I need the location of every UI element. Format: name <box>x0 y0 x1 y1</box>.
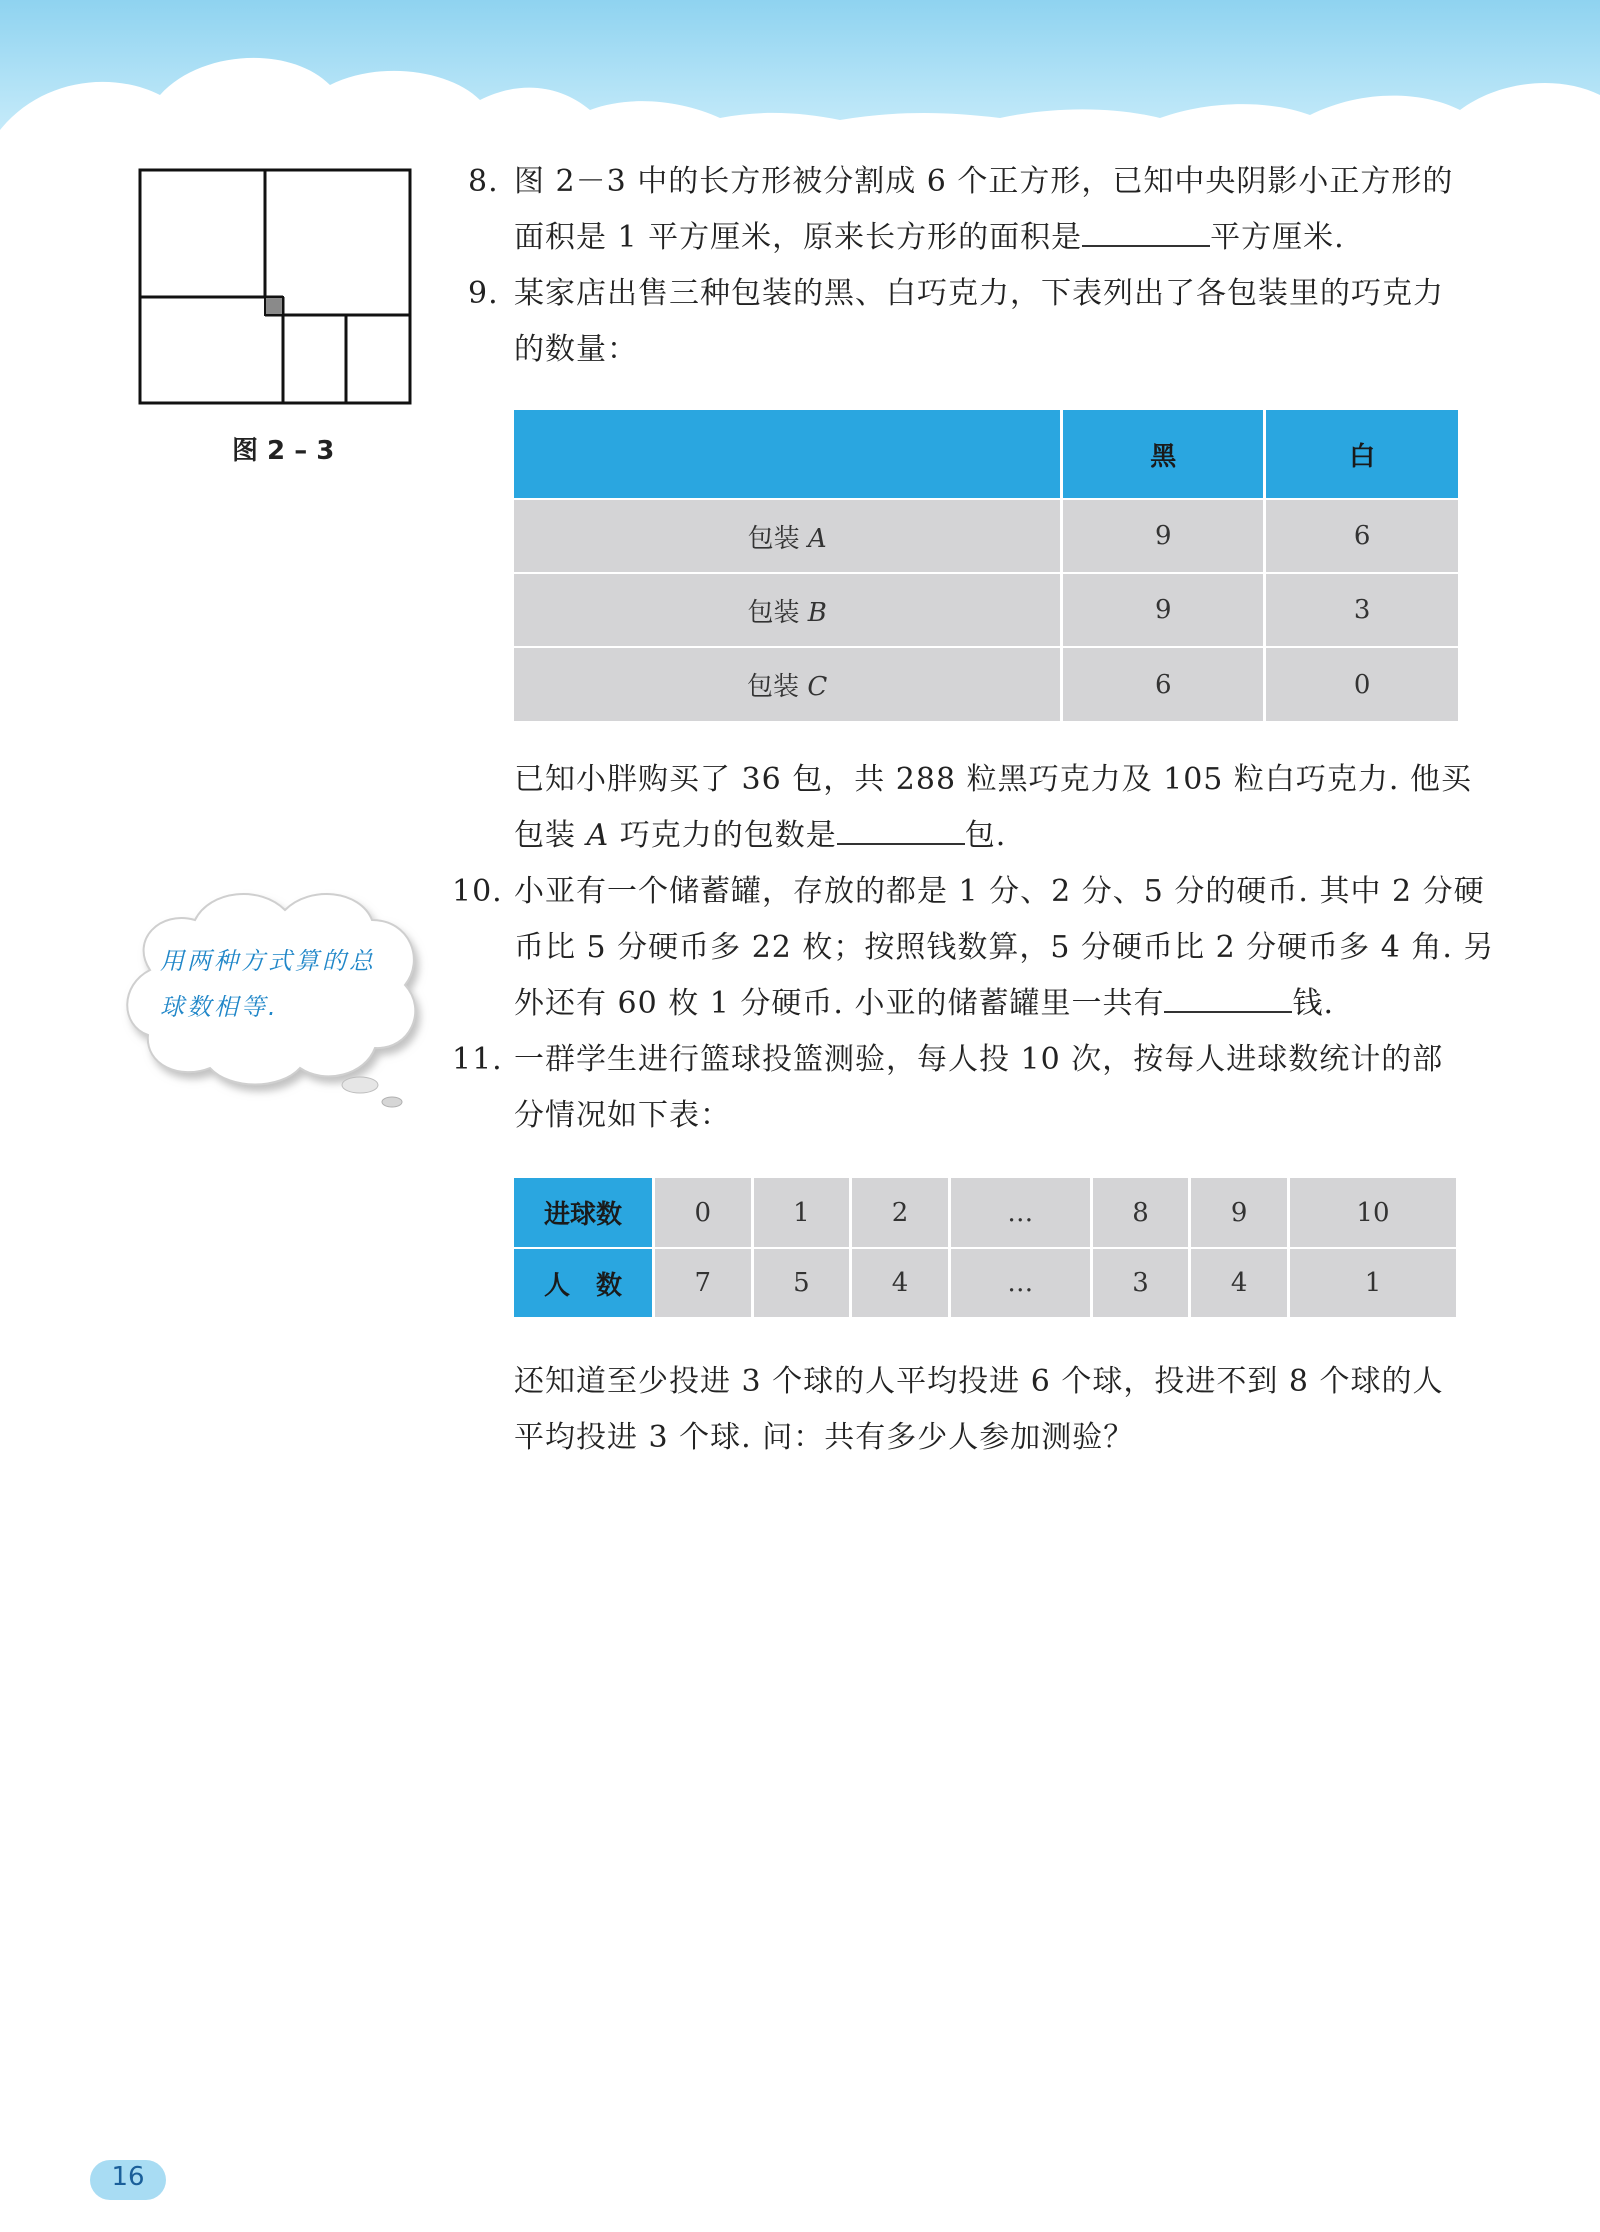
table-cell: … <box>949 1178 1091 1248</box>
table-cell: 9 <box>1062 499 1265 573</box>
question-text-line: 币比 5 分硬币多 22 枚；按照钱数算，5 分硬币比 2 分硬币多 4 角. 另 <box>514 930 1495 965</box>
question-9 <box>468 266 1468 378</box>
figure-rectangle-squares <box>138 168 414 408</box>
table-cell: 0 <box>1265 647 1458 721</box>
question-number: 8. <box>468 164 499 199</box>
answer-blank[interactable] <box>1082 211 1210 247</box>
table-row <box>514 1248 1456 1318</box>
question-8 <box>468 154 1468 266</box>
table-cell: 5 <box>752 1248 851 1318</box>
table-header-cell: 黑 <box>1062 410 1265 499</box>
table-cell: 9 <box>1062 573 1265 647</box>
question-text-line: 平均投进 3 个球. 问：共有多少人参加测验？ <box>514 1420 1135 1455</box>
question-text-line: 的数量： <box>514 332 638 367</box>
table-row-header: 人 数 <box>514 1248 654 1318</box>
table-cell: 0 <box>654 1178 753 1248</box>
question-text-line: 分情况如下表： <box>514 1098 731 1133</box>
basketball-table <box>514 1178 1456 1319</box>
table-cell: 4 <box>851 1248 950 1318</box>
table-cell: 3 <box>1265 573 1458 647</box>
table-cell: 6 <box>1265 499 1458 573</box>
table-cell-label: 包装 B <box>514 573 1062 647</box>
question-text-line: 面积是 1 平方厘米，原来长方形的面积是 平方厘米. <box>514 210 1345 266</box>
table-cell: 8 <box>1091 1178 1190 1248</box>
table-cell: 9 <box>1190 1178 1289 1248</box>
question-text-line: 已知小胖购买了 36 包，共 288 粒黑巧克力及 105 粒白巧克力. 他买 <box>514 762 1472 797</box>
question-number: 9. <box>468 276 499 311</box>
table-cell: 4 <box>1190 1248 1289 1318</box>
table-cell: … <box>949 1248 1091 1318</box>
table-cell: 1 <box>1288 1248 1456 1318</box>
question-text-line: 一群学生进行篮球投篮测验，每人投 10 次，按每人进球数统计的部 <box>514 1042 1444 1077</box>
chocolate-table <box>514 410 1458 721</box>
table-cell-label: 包装 A <box>514 499 1062 573</box>
question-10 <box>452 864 1495 1032</box>
table-cell: 2 <box>851 1178 950 1248</box>
header-sky-band <box>0 0 1600 150</box>
table-row <box>514 499 1458 573</box>
question-text-line: 包装 A 巧克力的包数是 包. <box>514 808 1006 864</box>
question-number: 10. <box>452 874 503 909</box>
answer-blank[interactable] <box>1164 977 1292 1013</box>
table-row <box>514 647 1458 721</box>
table-cell-label: 包装 C <box>514 647 1062 721</box>
answer-blank[interactable] <box>837 809 965 845</box>
table-header-row <box>514 410 1458 499</box>
table-cell: 7 <box>654 1248 753 1318</box>
question-text-line: 还知道至少投进 3 个球的人平均投进 6 个球，投进不到 8 个球的人 <box>514 1364 1444 1399</box>
table-cell: 10 <box>1288 1178 1456 1248</box>
table-row <box>514 573 1458 647</box>
table-header-cell <box>514 410 1062 499</box>
question-text-line: 外还有 60 枚 1 分硬币. 小亚的储蓄罐里一共有 钱. <box>514 976 1334 1032</box>
page-number: 16 <box>111 2162 145 2192</box>
question-number: 11. <box>452 1042 503 1077</box>
question-11 <box>452 1032 1462 1144</box>
table-cell: 1 <box>752 1178 851 1248</box>
question-text-line: 小亚有一个储蓄罐，存放的都是 1 分、2 分、5 分的硬币. 其中 2 分硬 <box>514 874 1485 909</box>
table-row <box>514 1178 1456 1248</box>
table-header-cell: 白 <box>1265 410 1458 499</box>
question-text-line: 某家店出售三种包装的黑、白巧克力，下表列出了各包装里的巧克力 <box>514 276 1444 311</box>
figure-caption: 图 2 – 3 <box>232 436 335 466</box>
shaded-square <box>265 297 283 315</box>
table-cell: 3 <box>1091 1248 1190 1318</box>
table-cell: 6 <box>1062 647 1265 721</box>
table-row-header: 进球数 <box>514 1178 654 1248</box>
question-text-line: 图 2－3 中的长方形被分割成 6 个正方形，已知中央阴影小正方形的 <box>514 164 1454 199</box>
hint-text: 用两种方式算的总 球数相等. <box>160 947 376 1021</box>
